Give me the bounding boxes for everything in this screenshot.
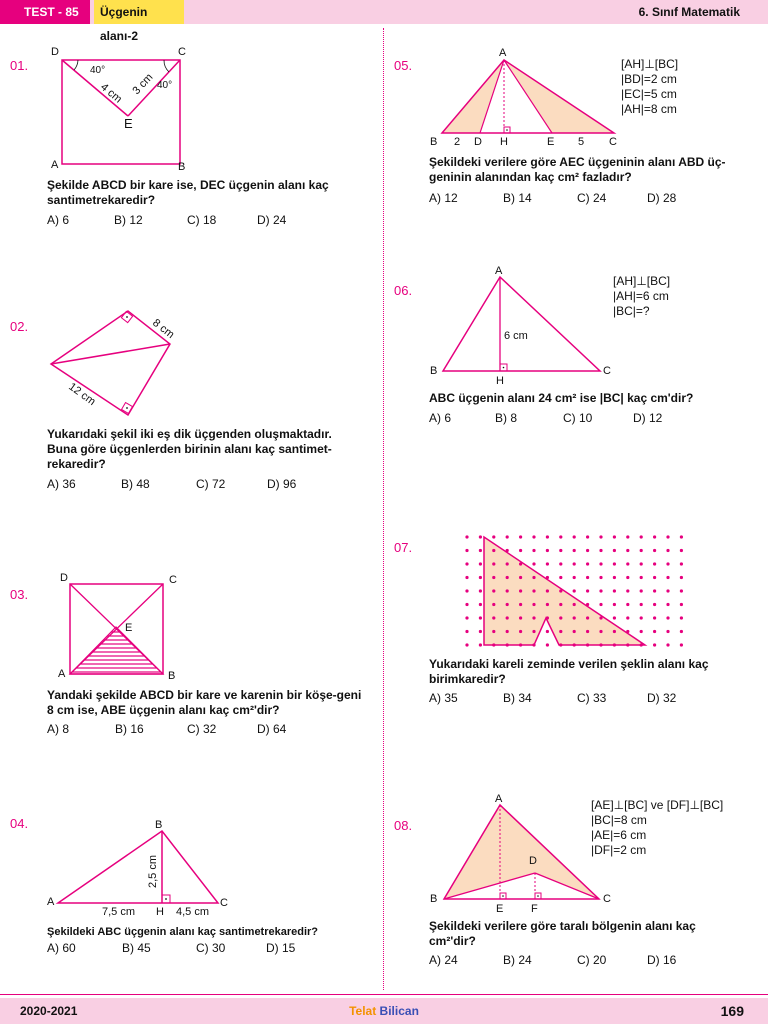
grid-dot xyxy=(573,535,576,538)
option-c[interactable]: C) 33 xyxy=(577,691,607,705)
grid-dot xyxy=(640,616,643,619)
grid-dot xyxy=(680,643,683,646)
grid-dot xyxy=(546,576,549,579)
option-a[interactable]: A) 6 xyxy=(429,411,452,425)
subject-title: 6. Sınıf Matematik xyxy=(638,5,740,19)
info-line: |BC|=8 cm xyxy=(591,813,647,827)
grid-dot xyxy=(573,603,576,606)
grid-dot xyxy=(546,589,549,592)
q06-figure xyxy=(425,262,625,387)
grid-dot xyxy=(559,616,562,619)
grid-dot xyxy=(532,630,535,633)
label-A: A xyxy=(499,47,507,59)
grid-dot xyxy=(626,535,629,538)
grid-dot xyxy=(532,589,535,592)
grid-dot xyxy=(599,549,602,552)
grid-dot xyxy=(573,549,576,552)
info-line: [AH]⊥[BC] xyxy=(613,274,671,288)
grid-dot xyxy=(519,630,522,633)
length-label: 4,5 cm xyxy=(176,906,210,918)
grid-dot xyxy=(626,643,629,646)
given-info xyxy=(591,798,723,858)
label-H: H xyxy=(496,375,504,387)
option-d[interactable]: D) 12 xyxy=(633,411,663,425)
length-label: 7,5 cm xyxy=(102,906,136,918)
option-d[interactable]: D) 24 xyxy=(257,213,287,227)
option-d[interactable]: D) 16 xyxy=(647,953,677,967)
grid-dot xyxy=(519,643,522,646)
label-C: C xyxy=(603,365,611,377)
grid-dot xyxy=(532,535,535,538)
label-A: A xyxy=(495,793,503,805)
label-D: D xyxy=(51,46,59,58)
grid-dot xyxy=(559,562,562,565)
info-line: [AE]⊥[BC] ve [DF]⊥[BC] xyxy=(591,798,724,812)
option-a[interactable]: A) 6 xyxy=(47,213,70,227)
grid-dot xyxy=(532,603,535,606)
question-text: Yukarıdaki kareli zeminde verilen şeklin alanı kaç birimkaredir? xyxy=(429,657,709,686)
grid-dot xyxy=(492,549,495,552)
grid-dot xyxy=(599,576,602,579)
label-A: A xyxy=(495,265,503,277)
grid-dot xyxy=(586,643,589,646)
label-A: A xyxy=(51,159,59,171)
author-first-name: Telat xyxy=(349,1004,377,1018)
question-text: Yukarıdaki şekil iki eş dik üçgenden oluşmaktadır. Buna göre üçgenlerden birinin alanı kaç santimet-rekaredir? xyxy=(47,427,332,471)
grid-dot xyxy=(666,643,669,646)
length-label: 3 cm xyxy=(130,71,156,98)
grid-dot xyxy=(680,535,683,538)
grid-dot xyxy=(586,562,589,565)
grid-dot xyxy=(532,562,535,565)
grid-dot xyxy=(479,643,482,646)
label-C: C xyxy=(178,46,186,58)
option-a[interactable]: A) 24 xyxy=(429,953,458,967)
footer-rule xyxy=(0,994,768,995)
page-footer xyxy=(0,998,768,1024)
q07-grid-figure xyxy=(455,525,675,655)
grid-dot xyxy=(586,589,589,592)
info-line: |EC|=5 cm xyxy=(621,87,677,101)
question-text: Şekilde ABCD bir kare ise, DEC üçgenin alanı kaç santimetrekaredir? xyxy=(47,178,329,207)
option-b[interactable]: B) 16 xyxy=(115,722,144,736)
height-label: 6 cm xyxy=(504,330,528,342)
grid-dot xyxy=(519,535,522,538)
grid-dot xyxy=(506,616,509,619)
grid-dot xyxy=(492,562,495,565)
page-number: 169 xyxy=(720,1003,744,1019)
length-label: 8 cm xyxy=(150,316,177,342)
grid-dot xyxy=(506,603,509,606)
grid-dot xyxy=(640,643,643,646)
option-d[interactable]: D) 32 xyxy=(647,691,677,705)
grid-dot xyxy=(680,616,683,619)
length-label: 4 cm xyxy=(98,81,125,106)
answer-options xyxy=(429,691,729,707)
grid-dot xyxy=(666,603,669,606)
grid-dot xyxy=(573,643,576,646)
grid-dot xyxy=(613,589,616,592)
grid-dot xyxy=(492,535,495,538)
label-C: C xyxy=(603,893,611,905)
grid-dot xyxy=(653,630,656,633)
grid-dot xyxy=(613,549,616,552)
grid-dot xyxy=(613,535,616,538)
option-c[interactable]: C) 10 xyxy=(563,411,593,425)
grid-dot xyxy=(653,562,656,565)
grid-dot xyxy=(479,549,482,552)
answer-options xyxy=(47,213,347,229)
grid-dot xyxy=(599,616,602,619)
grid-dot xyxy=(559,630,562,633)
grid-dot xyxy=(506,576,509,579)
school-year: 2020-2021 xyxy=(20,1004,78,1018)
info-line: |DF|=2 cm xyxy=(591,843,647,857)
grid-dot xyxy=(559,603,562,606)
grid-dot xyxy=(680,589,683,592)
grid-dot xyxy=(465,603,468,606)
question-number: 06. xyxy=(394,283,413,298)
question-text: Şekildeki verilere göre taralı bölgenin alanı kaç cm²'dir? xyxy=(429,919,696,948)
info-line: |BC|=? xyxy=(613,304,650,318)
option-d[interactable]: D) 15 xyxy=(266,941,296,955)
grid-dot xyxy=(613,616,616,619)
label-B: B xyxy=(430,136,438,148)
grid-dot xyxy=(465,549,468,552)
answer-options xyxy=(429,411,729,427)
info-line: |AH|=8 cm xyxy=(621,102,677,116)
grid-dot xyxy=(546,549,549,552)
grid-dot xyxy=(492,616,495,619)
grid-dot xyxy=(519,603,522,606)
grid-dot xyxy=(479,630,482,633)
grid-dot xyxy=(573,562,576,565)
grid-dot xyxy=(546,562,549,565)
label-B: B xyxy=(430,893,438,905)
option-b[interactable]: B) 14 xyxy=(503,191,532,205)
question-text: Şekildeki verilere göre AEC üçgeninin alanı ABD üç-geninin alanından kaç cm² fazladır? xyxy=(429,155,726,184)
grid-dot xyxy=(532,616,535,619)
answer-options xyxy=(47,941,347,957)
label-C: C xyxy=(169,574,177,586)
info-line: |AE|=6 cm xyxy=(591,828,647,842)
option-d[interactable]: D) 96 xyxy=(267,477,297,491)
option-b[interactable]: B) 34 xyxy=(503,691,532,705)
answer-options xyxy=(429,191,729,207)
grid-dot xyxy=(532,549,535,552)
grid-dot xyxy=(626,616,629,619)
grid-dot xyxy=(479,535,482,538)
grid-dot xyxy=(613,603,616,606)
length-label: 2 xyxy=(454,136,461,148)
grid-dot xyxy=(613,562,616,565)
question-text: Şekildeki ABC üçgenin alanı kaç santimetrekaredir? xyxy=(47,926,319,938)
option-b[interactable]: B) 12 xyxy=(114,213,143,227)
label-C: C xyxy=(220,897,228,909)
grid-dot xyxy=(573,616,576,619)
grid-dot xyxy=(666,589,669,592)
answer-options xyxy=(429,953,729,969)
grid-dot xyxy=(680,549,683,552)
grid-dot xyxy=(492,589,495,592)
option-a[interactable]: A) 36 xyxy=(47,477,76,491)
given-info xyxy=(621,57,678,117)
option-c[interactable]: C) 30 xyxy=(196,941,226,955)
label-E: E xyxy=(496,903,504,915)
grid-dot xyxy=(465,576,468,579)
grid-dot xyxy=(519,549,522,552)
grid-dot xyxy=(506,549,509,552)
grid-dot xyxy=(465,535,468,538)
label-A: A xyxy=(47,896,55,908)
info-line: [AH]⊥[BC] xyxy=(621,57,679,71)
grid-dot xyxy=(492,603,495,606)
author-last-name: Bilican xyxy=(379,1004,419,1018)
grid-dot xyxy=(586,630,589,633)
question-number: 05. xyxy=(394,58,413,73)
option-c[interactable]: C) 18 xyxy=(187,213,217,227)
label-F: F xyxy=(531,903,538,915)
grid-dot xyxy=(613,576,616,579)
grid-dot xyxy=(666,576,669,579)
label-H: H xyxy=(500,136,508,148)
option-c[interactable]: C) 32 xyxy=(187,722,217,736)
label-E: E xyxy=(124,116,133,131)
question-number: 07. xyxy=(394,540,413,555)
angle-label: 40° xyxy=(90,65,106,76)
grid-dot xyxy=(519,589,522,592)
grid-dot xyxy=(653,549,656,552)
question-number: 01. xyxy=(10,58,29,73)
option-a[interactable]: A) 12 xyxy=(429,191,458,205)
option-c[interactable]: C) 72 xyxy=(196,477,226,491)
option-d[interactable]: D) 28 xyxy=(647,191,677,205)
grid-dot xyxy=(626,562,629,565)
grid-dot xyxy=(586,576,589,579)
grid-dot xyxy=(573,630,576,633)
grid-dot xyxy=(626,549,629,552)
option-a[interactable]: A) 8 xyxy=(47,722,70,736)
grid-dot xyxy=(559,576,562,579)
grid-dot xyxy=(680,576,683,579)
label-B: B xyxy=(430,365,438,377)
length-label: 5 xyxy=(578,136,585,148)
grid-dot xyxy=(666,630,669,633)
answer-options xyxy=(47,722,347,738)
q03-figure xyxy=(55,570,185,685)
option-a[interactable]: A) 35 xyxy=(429,691,458,705)
grid-dot xyxy=(532,576,535,579)
question-text: Yandaki şekilde ABCD bir kare ve karenin bir köşe-geni 8 cm ise, ABE üçgenin alanı kaç cm²'dir? xyxy=(47,688,362,717)
length-label: 12 cm xyxy=(66,380,98,409)
label-B: B xyxy=(155,819,163,831)
grid-dot xyxy=(680,630,683,633)
grid-dot xyxy=(640,603,643,606)
option-b[interactable]: B) 24 xyxy=(503,953,532,967)
grid-dot xyxy=(546,535,549,538)
grid-dot xyxy=(640,576,643,579)
question-number: 04. xyxy=(10,816,29,831)
option-b[interactable]: B) 8 xyxy=(495,411,518,425)
grid-dot xyxy=(613,643,616,646)
grid-dot xyxy=(626,630,629,633)
grid-dot xyxy=(586,535,589,538)
label-B: B xyxy=(178,161,186,173)
label-D: D xyxy=(529,855,537,867)
grid-dot xyxy=(586,549,589,552)
grid-dot xyxy=(680,562,683,565)
q02-figure xyxy=(40,300,200,425)
grid-dot xyxy=(653,603,656,606)
grid-dot xyxy=(640,562,643,565)
grid-dot xyxy=(599,630,602,633)
info-line: |BD|=2 cm xyxy=(621,72,677,86)
grid-dot xyxy=(479,562,482,565)
grid-dot xyxy=(599,643,602,646)
page-header xyxy=(0,0,768,43)
grid-dot xyxy=(653,535,656,538)
label-A: A xyxy=(58,668,66,680)
question-number: 02. xyxy=(10,319,29,334)
grid-dot xyxy=(640,535,643,538)
option-b[interactable]: B) 48 xyxy=(121,477,150,491)
grid-dot xyxy=(465,589,468,592)
grid-dot xyxy=(613,630,616,633)
grid-dot xyxy=(546,603,549,606)
label-D: D xyxy=(60,572,68,584)
grid-dot xyxy=(546,630,549,633)
grid-dot xyxy=(640,589,643,592)
grid-dot xyxy=(519,562,522,565)
given-info xyxy=(613,274,670,319)
grid-dot xyxy=(506,630,509,633)
test-number: TEST - 85 xyxy=(0,0,90,24)
grid-dot xyxy=(666,562,669,565)
option-c[interactable]: C) 20 xyxy=(577,953,607,967)
grid-dot xyxy=(666,535,669,538)
grid-dot xyxy=(559,535,562,538)
angle-label: 40° xyxy=(157,80,173,91)
grid-dot xyxy=(666,549,669,552)
q04-figure xyxy=(40,815,240,925)
grid-dot xyxy=(492,576,495,579)
grid-dot xyxy=(599,589,602,592)
grid-dot xyxy=(479,603,482,606)
option-a[interactable]: A) 60 xyxy=(47,941,76,955)
grid-dot xyxy=(640,630,643,633)
grid-dot xyxy=(653,589,656,592)
grid-dot xyxy=(680,603,683,606)
grid-dot xyxy=(559,589,562,592)
answer-options xyxy=(47,477,347,493)
option-c[interactable]: C) 24 xyxy=(577,191,607,205)
grid-dot xyxy=(599,535,602,538)
info-line: |AH|=6 cm xyxy=(613,289,669,303)
grid-dot xyxy=(546,643,549,646)
label-D: D xyxy=(474,136,482,148)
height-label: 2,5 cm xyxy=(147,854,159,888)
topic-title: Üçgenin alanı-2 xyxy=(94,0,184,24)
grid-dot xyxy=(599,603,602,606)
question-number: 08. xyxy=(394,818,413,833)
question-text: ABC üçgenin alanı 24 cm² ise |BC| kaç cm'dir? xyxy=(429,391,694,405)
grid-dot xyxy=(573,589,576,592)
grid-dot xyxy=(506,643,509,646)
grid-dot xyxy=(506,562,509,565)
grid-dot xyxy=(546,616,549,619)
question-number: 03. xyxy=(10,587,29,602)
grid-dot xyxy=(465,562,468,565)
grid-dot xyxy=(599,562,602,565)
grid-dot xyxy=(586,603,589,606)
grid-dot xyxy=(573,576,576,579)
grid-dot xyxy=(559,643,562,646)
author-name xyxy=(0,998,768,1024)
grid-dot xyxy=(479,616,482,619)
grid-dot xyxy=(640,549,643,552)
option-b[interactable]: B) 45 xyxy=(122,941,151,955)
grid-dot xyxy=(653,616,656,619)
grid-dot xyxy=(506,535,509,538)
label-C: C xyxy=(609,136,617,148)
grid-dot xyxy=(519,616,522,619)
label-E: E xyxy=(125,622,133,634)
column-divider xyxy=(383,28,384,990)
label-B: B xyxy=(168,670,176,682)
grid-dot xyxy=(479,589,482,592)
option-d[interactable]: D) 64 xyxy=(257,722,287,736)
grid-dot xyxy=(492,643,495,646)
q01-figure xyxy=(40,40,200,175)
grid-dot xyxy=(506,589,509,592)
grid-dot xyxy=(666,616,669,619)
grid-dot xyxy=(559,549,562,552)
grid-dot xyxy=(465,630,468,633)
grid-dot xyxy=(653,643,656,646)
grid-dot xyxy=(586,616,589,619)
grid-dot xyxy=(465,643,468,646)
grid-dot xyxy=(626,589,629,592)
grid-dot xyxy=(492,630,495,633)
grid-dot xyxy=(465,616,468,619)
grid-dot xyxy=(532,643,535,646)
grid-dot xyxy=(519,576,522,579)
grid-dot xyxy=(626,603,629,606)
grid-dot xyxy=(653,576,656,579)
q05-figure xyxy=(425,44,625,154)
label-H: H xyxy=(156,906,164,918)
grid-dot xyxy=(626,576,629,579)
label-E: E xyxy=(547,136,555,148)
grid-dot xyxy=(479,576,482,579)
